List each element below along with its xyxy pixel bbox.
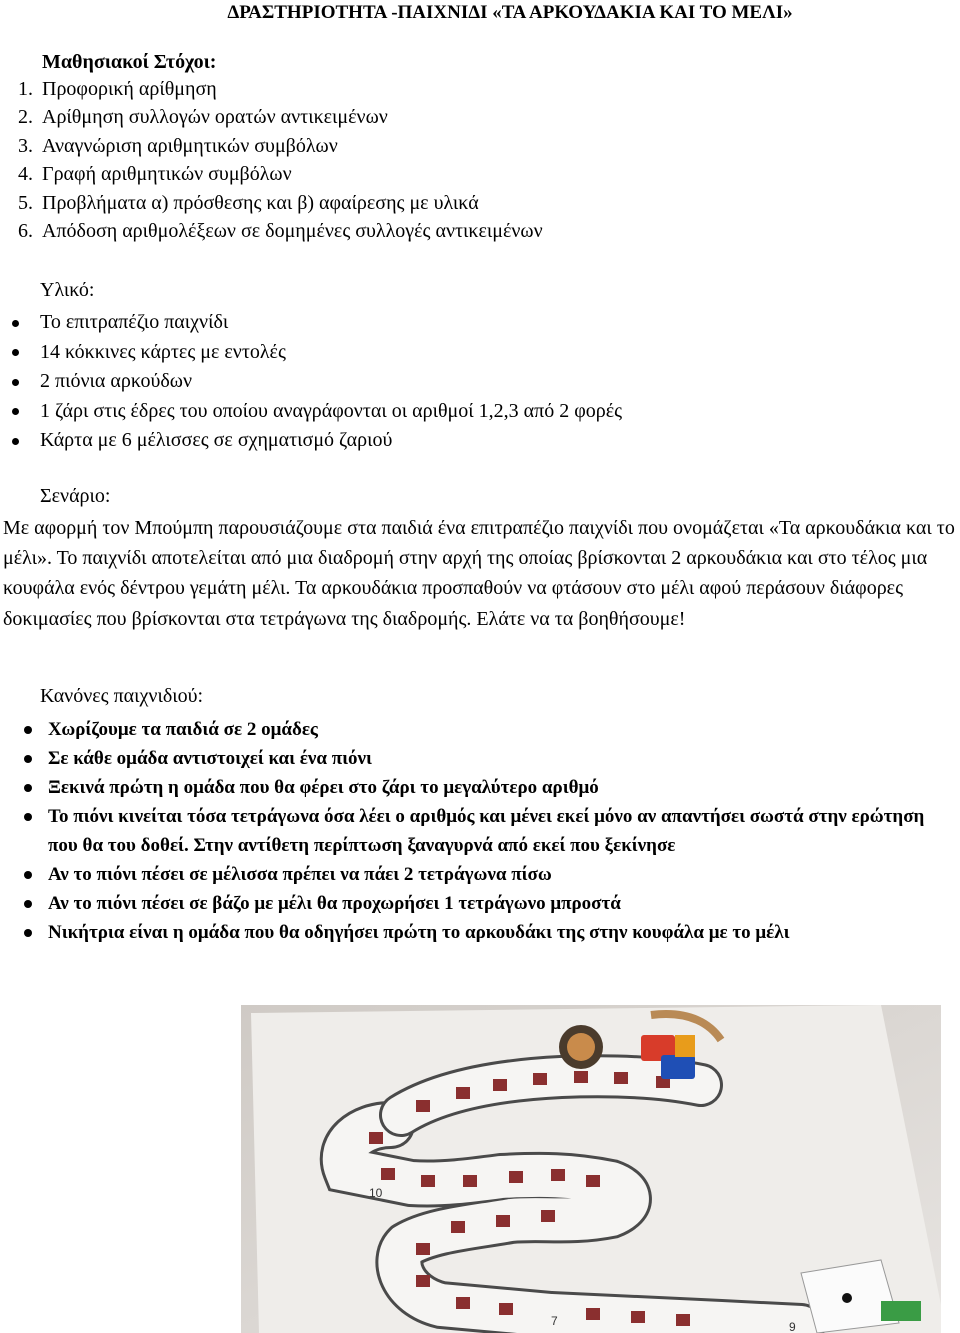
bullet-icon — [24, 929, 32, 937]
bullet-icon — [12, 438, 19, 445]
list-item: 2. Αρίθμηση συλλογών ορατών αντικειμένων — [38, 103, 543, 131]
bullet-icon — [24, 726, 32, 734]
list-item: Νικήτρια είναι η ομάδα που θα οδηγήσει πρώτη το αρκουδάκι της στην κουφάλα με το μέλι — [48, 918, 938, 947]
list-item: 4. Γραφή αριθμητικών συμβόλων — [38, 160, 543, 188]
list-item: Το επιτραπέζιο παιχνίδι — [40, 308, 622, 338]
materials-list — [40, 308, 622, 456]
list-item: 1. Προφορική αρίθμηση — [38, 75, 543, 103]
list-item: 2 πιόνια αρκούδων — [40, 367, 622, 397]
bullet-icon — [12, 408, 19, 415]
scenario-heading: Σενάριο: — [40, 485, 111, 507]
list-item: 5. Προβλήματα α) πρόσθεσης και β) αφαίρεσης με υλικά — [38, 189, 543, 217]
bullet-icon — [12, 320, 19, 327]
bullet-icon — [24, 755, 32, 763]
list-item: 6. Απόδοση αριθμολέξεων σε δομημένες συλλογές αντικειμένων — [38, 217, 543, 245]
rules-heading: Κανόνες παιχνιδιού: — [40, 685, 204, 707]
list-item: Το πιόνι κινείται τόσα τετράγωνα όσα λέει ο αριθμός και μένει εκεί μόνο αν απαντήσει σωστά στην ερώτηση που θα του δοθεί. Στην αντίθετη περίπτωση ξαναγυρνά από εκεί που ξεκίνησε — [48, 802, 938, 860]
objectives-list — [10, 75, 543, 245]
bullet-icon — [12, 379, 19, 386]
list-item: 14 κόκκινες κάρτες με εντολές — [40, 338, 622, 368]
list-item: Ξεκινά πρώτη η ομάδα που θα φέρει στο ζάρι το μεγαλύτερο αριθμό — [48, 773, 938, 802]
bullet-icon — [12, 349, 19, 356]
square-number: 7 — [551, 1314, 558, 1328]
list-item: Σε κάθε ομάδα αντιστοιχεί και ένα πιόνι — [48, 744, 938, 773]
bullet-icon — [24, 871, 32, 879]
page-title: ΔΡΑΣΤΗΡΙΟΤΗΤΑ -ΠΑΙΧΝΙΔΙ «ΤΑ ΑΡΚΟΥΔΑΚΙΑ ΚΑΙ ΤΟ ΜΕΛΙ» — [227, 2, 793, 23]
objectives-heading: Μαθησιακοί Στόχοι: — [42, 51, 217, 73]
board-game-illustration — [241, 1005, 941, 1333]
square-number: 9 — [789, 1320, 796, 1333]
list-item: 1 ζάρι στις έδρες του οποίου αναγράφονται οι αριθμοί 1,2,3 από 2 φορές — [40, 397, 622, 427]
materials-heading: Υλικό: — [40, 279, 95, 301]
bullet-icon — [24, 900, 32, 908]
bullet-icon — [24, 784, 32, 792]
list-item: Αν το πιόνι πέσει σε μέλισσα πρέπει να πάει 2 τετράγωνα πίσω — [48, 860, 938, 889]
list-item: Κάρτα με 6 μέλισσες σε σχηματισμό ζαριού — [40, 426, 622, 456]
list-item: Χωρίζουμε τα παιδιά σε 2 ομάδες — [48, 715, 938, 744]
scenario-paragraph: Με αφορμή τον Μπούμπη παρουσιάζουμε στα παιδιά ένα επιτραπέζιο παιχνίδι που ονομάζεται «Τα αρκουδάκια και το μέλι». Το παιχνίδι αποτελείται από μια διαδρομή στην αρχή της οποίας βρίσκονται 2 αρκουδάκια και στο τέλος μια κουφάλα ενός δέντρου γεμάτη μέλι. Τα αρκουδάκια προσπαθούν να φτάσουν στο μέλι αφού περάσουν διάφορες δοκιμασίες που βρίσκονται στα τετράγωνα της διαδρομής. Ελάτε να τα βοηθήσουμε! — [3, 517, 955, 630]
rules-list — [48, 715, 938, 947]
list-item: 3. Αναγνώριση αριθμητικών συμβόλων — [38, 132, 543, 160]
bullet-icon — [24, 813, 32, 821]
square-number: 10 — [369, 1186, 383, 1200]
list-item: Αν το πιόνι πέσει σε βάζο με μέλι θα προχωρήσει 1 τετράγωνο μπροστά — [48, 889, 938, 918]
board-game-photo — [241, 1005, 941, 1333]
